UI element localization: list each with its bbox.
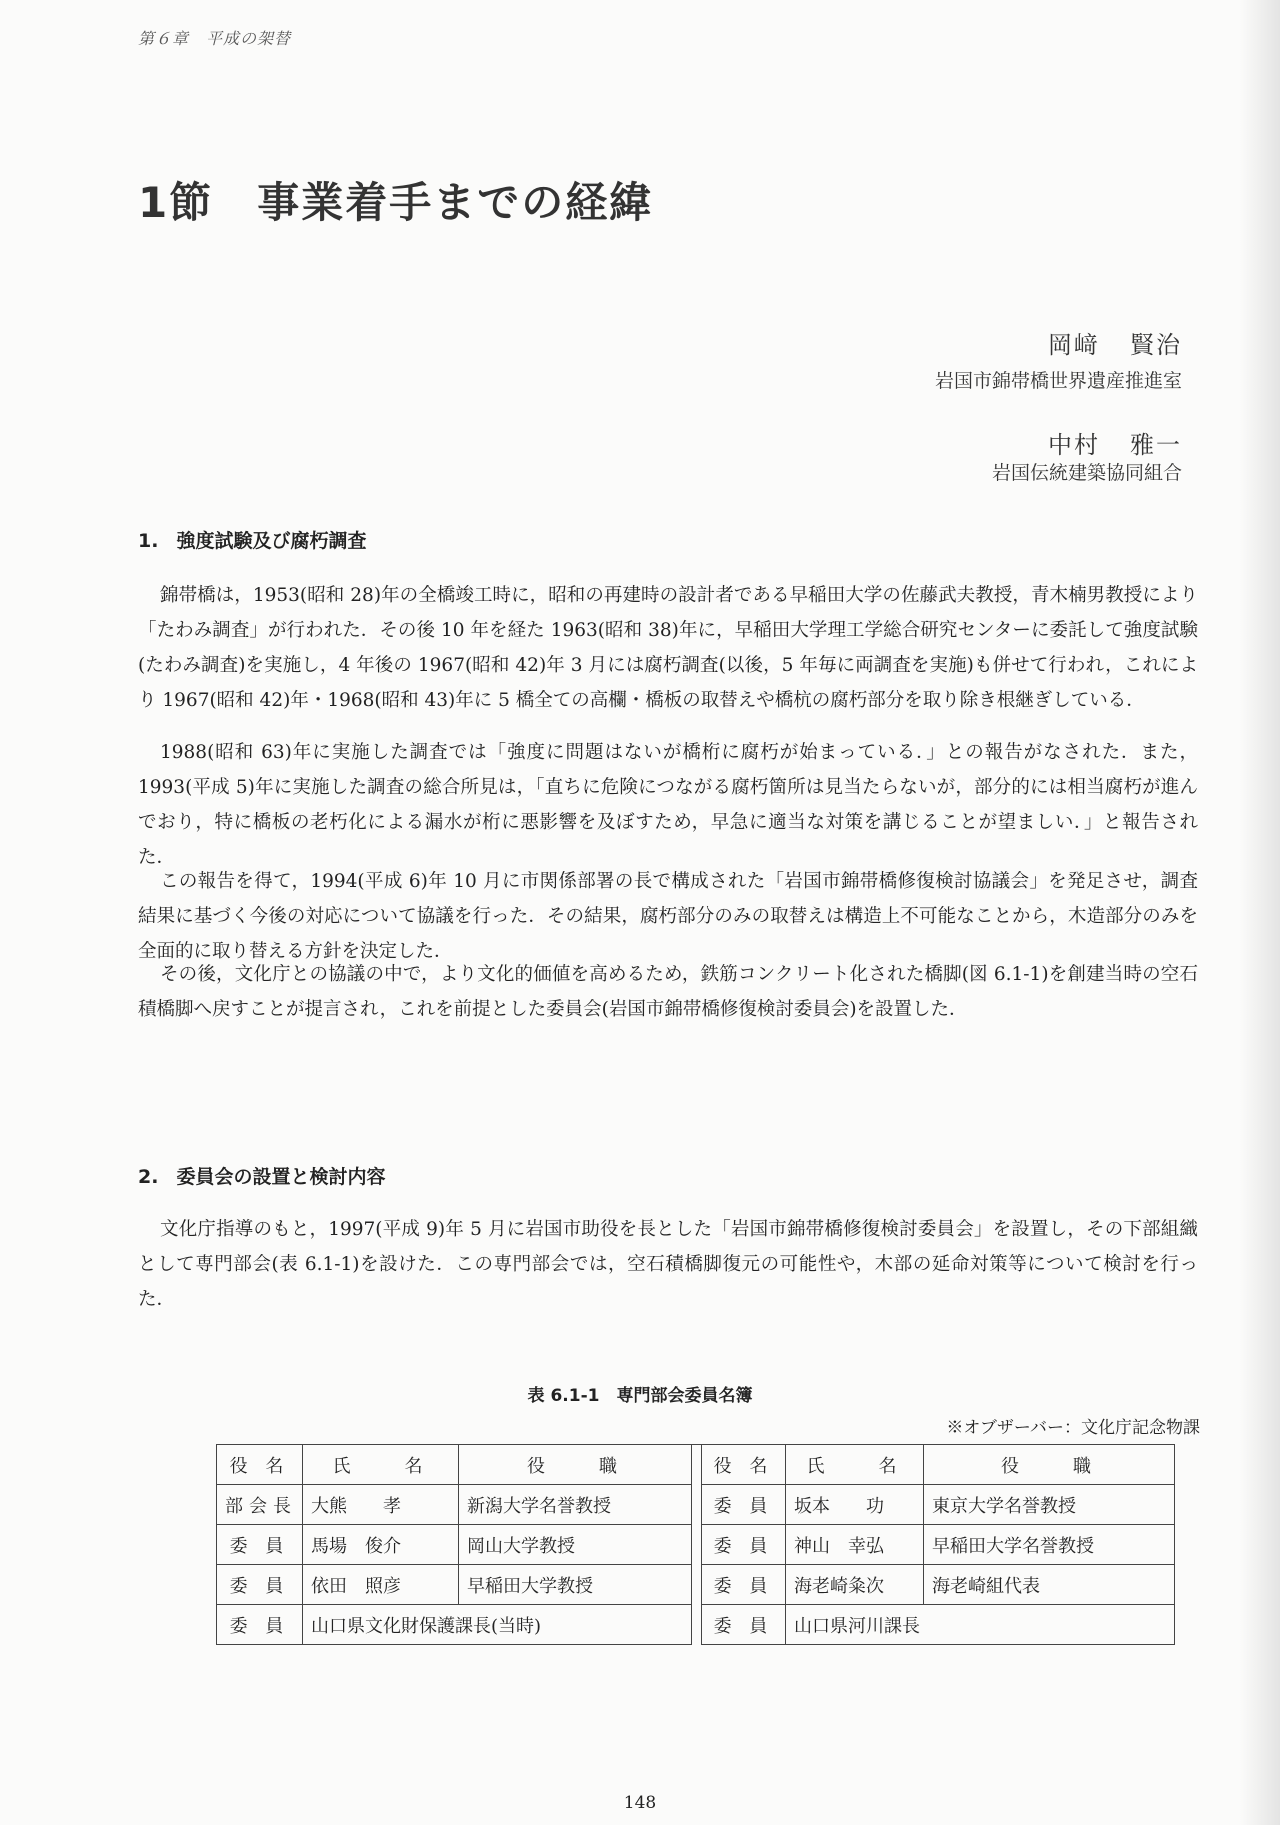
role-cell: 委 員 bbox=[702, 1605, 786, 1645]
name-position-cell: 山口県文化財保護課長(当時) bbox=[303, 1605, 692, 1645]
role-cell: 委 員 bbox=[702, 1485, 786, 1525]
subsection-heading-2 bbox=[138, 1162, 385, 1189]
position-cell: 東京大学名誉教授 bbox=[924, 1485, 1175, 1525]
name-cell: 馬場 俊介 bbox=[303, 1525, 459, 1565]
column-header: 役 職 bbox=[459, 1445, 692, 1485]
table-row bbox=[217, 1485, 1175, 1525]
table-caption: 表 6.1-1 専門部会委員名簿 bbox=[527, 1386, 753, 1406]
paragraph: 錦帯橋は，1953(昭和 28)年の全橋竣工時に，昭和の再建時の設計者である早稲田大学の佐藤武夫教授，青木楠男教授により「たわみ調査」が行われた．その後 10 年を経た 1963(昭和 38)年に，早稲田大学理工学総合研究センターに委託して強度試験(たわみ調査)を実施し，4 年後の 1967(昭和 42)年 3 月には腐朽調査(以後，5 年毎に両調査を実施)も併せて行われ，これにより 1967(昭和 42)年・1968(昭和 43)年に 5 橋全ての高欄・橋板の取替えや橋杭の腐朽部分を取り除き根継ぎしている． bbox=[138, 585, 1198, 711]
position-cell: 岡山大学教授 bbox=[459, 1525, 692, 1565]
author-given-name: 賢治 bbox=[1130, 331, 1182, 359]
name-cell: 大熊 孝 bbox=[303, 1485, 459, 1525]
name-cell: 海老崎粂次 bbox=[786, 1565, 924, 1605]
author-1 bbox=[1048, 325, 1182, 360]
name-cell: 依田 照彦 bbox=[303, 1565, 459, 1605]
subsection-number: 1. bbox=[138, 530, 159, 552]
role-cell: 委 員 bbox=[702, 1565, 786, 1605]
column-header: 役 職 bbox=[924, 1445, 1175, 1485]
name-position-cell: 山口県河川課長 bbox=[786, 1605, 1175, 1645]
table-divider bbox=[692, 1485, 702, 1525]
name-cell: 坂本 功 bbox=[786, 1485, 924, 1525]
table-divider bbox=[692, 1565, 702, 1605]
author-family-name: 中村 bbox=[1048, 431, 1100, 459]
name-cell: 神山 幸弘 bbox=[786, 1525, 924, 1565]
section-title-text: 事業着手までの経緯 bbox=[257, 178, 654, 227]
author-2-affiliation: 岩国伝統建築協同組合 bbox=[991, 462, 1182, 484]
column-header: 氏 名 bbox=[303, 1445, 459, 1485]
paragraph: その後，文化庁との協議の中で，より文化的価値を高めるため，鉄筋コンクリート化された橋脚(図 6.1-1)を創建当時の空石積橋脚へ戻すことが提言され，これを前提とした委員会(岩国市錦帯橋修復検討委員会)を設置した． bbox=[138, 964, 1198, 1020]
author-name bbox=[1048, 425, 1182, 460]
subsection-title: 委員会の設置と検討内容 bbox=[176, 1166, 386, 1188]
subsection-heading-1 bbox=[138, 526, 366, 553]
author-2 bbox=[1048, 425, 1182, 460]
position-cell: 海老崎組代表 bbox=[924, 1565, 1175, 1605]
table-header-row bbox=[217, 1445, 1175, 1485]
observer-note: ※オブザーバー：文化庁記念物課 bbox=[946, 1418, 1200, 1438]
role-cell: 部会長 bbox=[217, 1485, 303, 1525]
page-number: 148 bbox=[623, 1793, 657, 1813]
table-divider bbox=[692, 1605, 702, 1645]
table-row bbox=[217, 1565, 1175, 1605]
role-cell: 委 員 bbox=[217, 1605, 303, 1645]
paragraph: 1988(昭和 63)年に実施した調査では「強度に問題はないが橋桁に腐朽が始まっている．」との報告がなされた．また，1993(平成 5)年に実施した調査の総合所見は，「直ちに危険につながる腐朽箇所は見当たらないが，部分的には相当腐朽が進んでおり，特に橋板の老朽化による漏水が桁に悪影響を及ぼすため，早急に適当な対策を講じることが望ましい．」と報告された． bbox=[138, 742, 1198, 868]
committee-members-table bbox=[216, 1444, 1175, 1645]
table-row bbox=[217, 1605, 1175, 1645]
paragraph: この報告を得て，1994(平成 6)年 10 月に市関係部署の長で構成された「岩国市錦帯橋修復検討協議会」を発足させ，調査結果に基づく今後の対応について協議を行った．その結果，腐朽部分のみの取替えは構造上不可能なことから，木造部分のみを全面的に取り替える方針を決定した． bbox=[138, 871, 1198, 962]
subsection-title: 強度試験及び腐朽調査 bbox=[176, 530, 367, 552]
subsection-number: 2. bbox=[138, 1166, 159, 1188]
position-cell: 早稲田大学教授 bbox=[459, 1565, 692, 1605]
role-cell: 委 員 bbox=[217, 1525, 303, 1565]
author-family-name: 岡﨑 bbox=[1048, 331, 1100, 359]
table-divider bbox=[692, 1445, 702, 1485]
author-name bbox=[1048, 325, 1182, 360]
running-head: 第６章 平成の架替 bbox=[138, 29, 292, 48]
author-given-name: 雅一 bbox=[1130, 431, 1182, 459]
column-header: 氏 名 bbox=[786, 1445, 924, 1485]
section-title bbox=[138, 170, 653, 230]
author-1-affiliation: 岩国市錦帯橋世界遺産推進室 bbox=[934, 370, 1182, 392]
role-cell: 委 員 bbox=[702, 1525, 786, 1565]
position-cell: 早稲田大学名誉教授 bbox=[924, 1525, 1175, 1565]
section-number: 1節 bbox=[138, 178, 214, 227]
table-row bbox=[217, 1525, 1175, 1565]
column-header: 役 名 bbox=[217, 1445, 303, 1485]
column-header: 役 名 bbox=[702, 1445, 786, 1485]
role-cell: 委 員 bbox=[217, 1565, 303, 1605]
position-cell: 新潟大学名誉教授 bbox=[459, 1485, 692, 1525]
paragraph: 文化庁指導のもと，1997(平成 9)年 5 月に岩国市助役を長とした「岩国市錦帯橋修復検討委員会」を設置し，その下部組織として専門部会(表 6.1-1)を設けた．この専門部会では，空石積橋脚復元の可能性や，木部の延命対策等について検討を行った． bbox=[138, 1219, 1198, 1310]
page-edge-shadow bbox=[1240, 0, 1280, 1825]
table-divider bbox=[692, 1525, 702, 1565]
